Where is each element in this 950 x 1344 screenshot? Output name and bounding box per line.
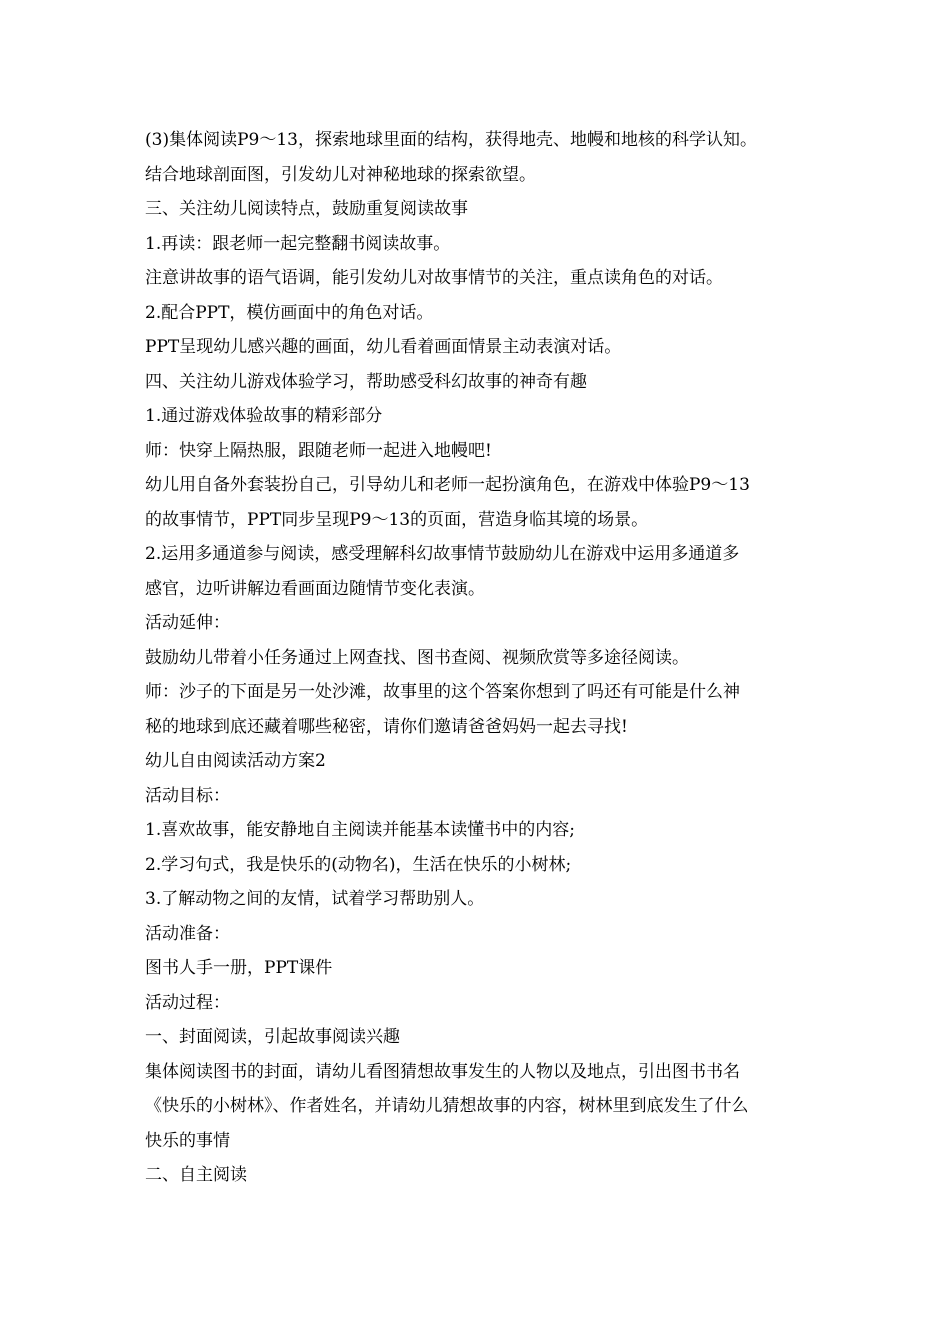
text-line: 1.通过游戏体验故事的精彩部分 xyxy=(145,406,383,426)
section-heading: 一、封面阅读，引起故事阅读兴趣 xyxy=(145,1027,400,1047)
text-line: (3)集体阅读P9～13，探索地球里面的结构，获得地壳、地幔和地核的科学认知。 xyxy=(145,130,757,150)
section-heading: 活动延伸： xyxy=(145,613,230,633)
text-line: 1.喜欢故事，能安静地自主阅读并能基本读懂书中的内容; xyxy=(145,820,575,840)
text-line: 2.运用多通道参与阅读，感受理解科幻故事情节鼓励幼儿在游戏中运用多通道多 xyxy=(145,544,740,564)
text-line: 快乐的事情 xyxy=(145,1130,230,1151)
section-heading: 活动目标： xyxy=(145,785,230,806)
text-line: 结合地球剖面图，引发幼儿对神秘地球的探索欲望。 xyxy=(145,164,536,185)
text-line: 集体阅读图书的封面，请幼儿看图猜想故事发生的人物以及地点，引出图书书名 xyxy=(145,1061,740,1082)
text-line: 图书人手一册，PPT课件 xyxy=(145,958,333,978)
plan-title: 幼儿自由阅读活动方案2 xyxy=(145,751,326,771)
document-body xyxy=(145,123,815,1193)
section-heading: 活动准备： xyxy=(145,923,230,944)
text-line: 感官，边听讲解边看画面边随情节变化表演。 xyxy=(145,578,485,599)
text-line: 秘的地球到底还藏着哪些秘密，请你们邀请爸爸妈妈一起去寻找! xyxy=(145,716,628,737)
text-line: 《快乐的小树林》、作者姓名，并请幼儿猜想故事的内容，树林里到底发生了什么 xyxy=(145,1096,749,1116)
text-line: 1.再读：跟老师一起完整翻书阅读故事。 xyxy=(145,233,451,254)
text-line: PPT呈现幼儿感兴趣的画面，幼儿看着画面情景主动表演对话。 xyxy=(145,337,622,357)
section-heading: 活动过程： xyxy=(145,992,230,1013)
text-line: 3.了解动物之间的友情，试着学习帮助别人。 xyxy=(145,889,485,909)
text-line: 注意讲故事的语气语调，能引发幼儿对故事情节的关注，重点读角色的对话。 xyxy=(145,268,723,288)
text-line: 2.学习句式，我是快乐的(动物名)，生活在快乐的小树林; xyxy=(145,854,572,875)
text-line: 幼儿用自备外套装扮自己，引导幼儿和老师一起扮演角色，在游戏中体验P9～13 xyxy=(145,475,750,495)
text-line: 2.配合PPT，模仿画面中的角色对话。 xyxy=(145,302,434,323)
section-heading: 三、关注幼儿阅读特点，鼓励重复阅读故事 xyxy=(145,199,468,219)
section-heading: 四、关注幼儿游戏体验学习，帮助感受科幻故事的神奇有趣 xyxy=(145,371,587,392)
text-line: 师：沙子的下面是另一处沙滩，故事里的这个答案你想到了吗还有可能是什么神 xyxy=(145,682,740,702)
section-heading: 二、自主阅读 xyxy=(145,1165,247,1185)
text-line: 鼓励幼儿带着小任务通过上网查找、图书查阅、视频欣赏等多途径阅读。 xyxy=(145,647,689,668)
text-line: 的故事情节，PPT同步呈现P9～13的页面，营造身临其境的场景。 xyxy=(145,509,649,530)
text-line: 师：快穿上隔热服，跟随老师一起进入地幔吧! xyxy=(145,440,492,461)
